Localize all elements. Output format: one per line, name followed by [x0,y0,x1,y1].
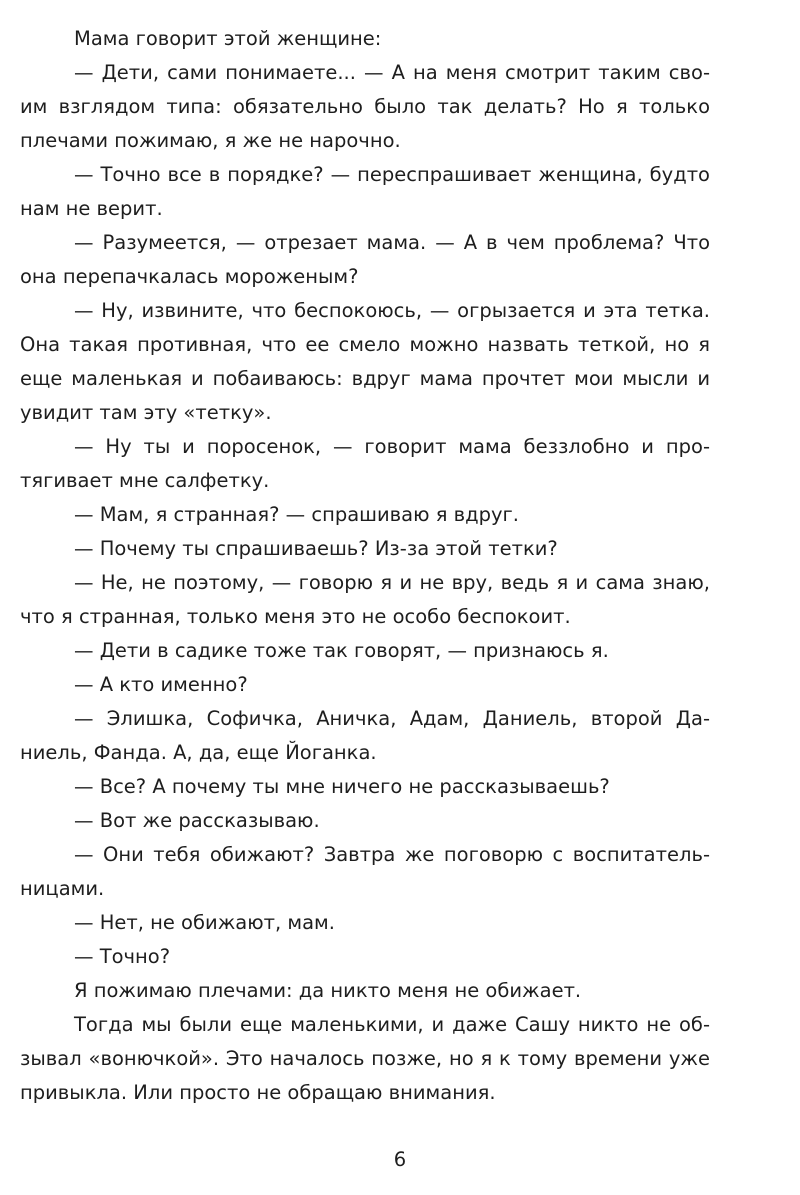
paragraph: — Нет, не обижают, мам. [74,911,335,934]
paragraph: Я пожимаю плечами: да никто меня не обижает. [74,979,582,1002]
paragraph: — Ну ты и поросенок, — говорит мама беззлобно и протягивает мне салфетку. [20,435,710,492]
paragraph: — Точно все в порядке? — переспрашивает женщина, будто нам не верит. [20,163,710,220]
body-text [20,22,710,1110]
paragraph: — Они тебя обижают? Завтра же поговорю с воспитательницами. [20,843,710,900]
paragraph: — Все? А почему ты мне ничего не рассказываешь? [74,775,610,798]
paragraph: — Ну, извините, что беспокоюсь, — огрызается и эта тетка. Она такая противная, что ее смело можно назвать теткой, но я еще маленькая и побаиваюсь: вдруг мама прочтет мои мысли и увидит там эту «тетку». [20,299,710,424]
paragraph: — Вот же рассказываю. [74,809,320,832]
paragraph: — Точно? [74,945,171,968]
page-number: 6 [393,1148,407,1171]
paragraph: — А кто именно? [74,673,248,696]
paragraph: — Дети, сами понимаете... — А на меня смотрит таким своим взглядом типа: обязательно было так делать? Но я только плечами пожимаю, я же не нарочно. [20,61,710,152]
paragraph: Мама говорит этой женщине: [74,27,382,50]
paragraph: — Мам, я странная? — спрашиваю я вдруг. [74,503,519,526]
paragraph: — Дети в садике тоже так говорят, — признаюсь я. [74,639,609,662]
paragraph: — Элишка, Софичка, Аничка, Адам, Даниель, второй Даниель, Фанда. А, да, еще Йоганка. [20,707,710,764]
paragraph: — Не, не поэтому, — говорю я и не вру, ведь я и сама знаю, что я странная, только меня это не особо беспокоит. [20,571,710,628]
paragraph: — Разумеется, — отрезает мама. — А в чем проблема? Что она перепачкалась мороженым? [20,231,710,288]
paragraph: — Почему ты спрашиваешь? Из-за этой тетки? [74,537,558,560]
paragraph: Тогда мы были еще маленькими, и даже Сашу никто не обзывал «вонючкой». Это началось позже, но я к тому времени уже привыкла. Или просто не обращаю внимания. [20,1013,710,1104]
